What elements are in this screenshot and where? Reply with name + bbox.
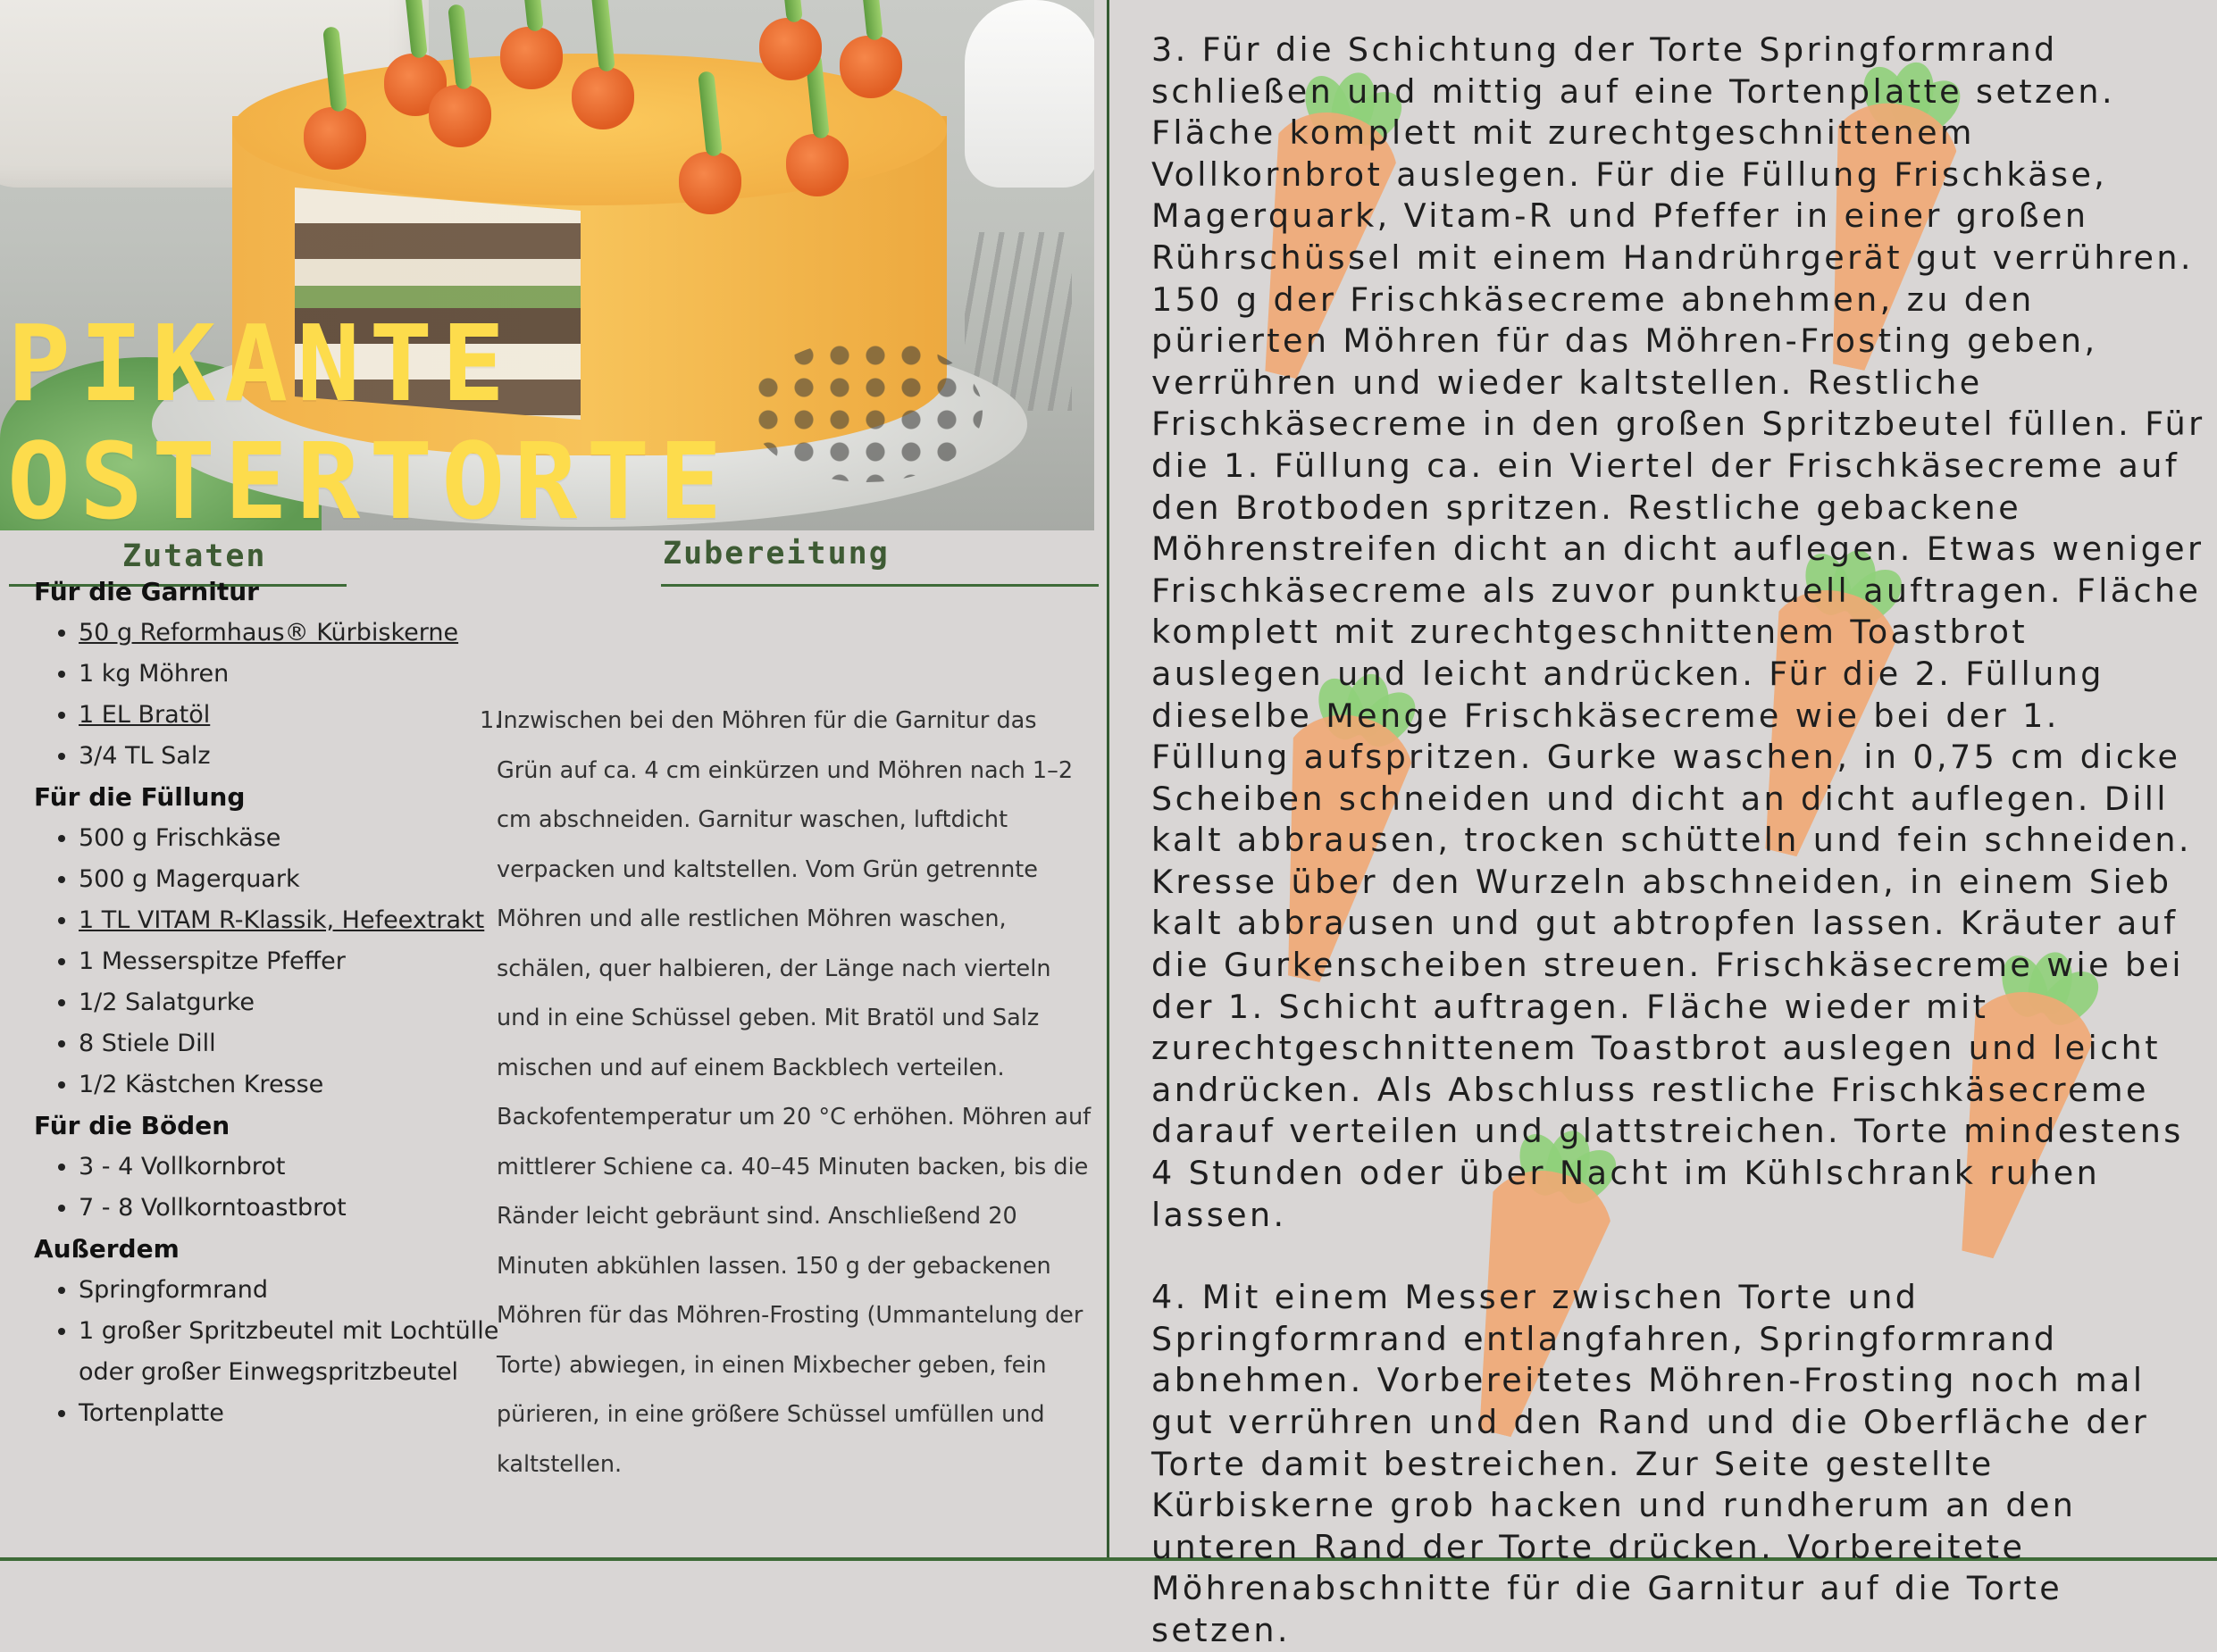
ingredient-item <box>79 736 534 777</box>
ingredient-item[interactable] <box>79 900 534 941</box>
mini-carrot-icon <box>786 134 849 196</box>
mini-carrot-icon <box>759 18 822 80</box>
ingredient-text: Springformrand <box>79 1276 268 1304</box>
ingredient-text: 3/4 TL Salz <box>79 742 211 770</box>
group-heading: Für die Füllung <box>34 782 246 812</box>
step-number: 1. <box>480 707 502 734</box>
ingredient-item <box>79 1270 534 1311</box>
preparation-step-4: 4. Mit einem Messer zwischen Torte und Springformrand entlangfahren, Springformrand abnehmen. Vorbereitetes Möhren-Frosting noch mal gut verrühren und den Rand und die Oberfläche der Torte damit bestreichen. Zur Seite gestellte Kürbiskerne grob hacken und rundherum an den unteren Rand der Torte drücken. Vorbereitete Möhrenabschnitte für die Garnitur auf die Torte setzen. <box>1151 1278 2150 1649</box>
preparation-heading: Zubereitung <box>663 536 890 572</box>
ingredient-text: 7 - 8 Vollkorntoastbrot <box>79 1194 347 1222</box>
mini-carrot-icon <box>572 67 634 129</box>
ingredient-item <box>79 1064 534 1106</box>
group-items <box>34 1147 534 1229</box>
ingredient-text: 1 Messerspitze Pfeffer <box>79 947 346 975</box>
ingredient-text: 500 g Magerquark <box>79 865 300 893</box>
ingredient-link[interactable]: 50 g Reformhaus® Kürbiskerne <box>79 619 459 647</box>
title-line-1: PIKANTE <box>7 302 515 425</box>
ingredient-text: 8 Stiele Dill <box>79 1030 216 1057</box>
ingredient-text: 3 - 4 Vollkornbrot <box>79 1153 286 1181</box>
group-heading: Außerdem <box>34 1234 180 1264</box>
ingredient-item <box>79 1393 534 1434</box>
ingredient-text: 1/2 Kästchen Kresse <box>79 1071 324 1098</box>
ingredients-list <box>34 572 534 1434</box>
step-text: Inzwischen bei den Möhren für die Garnitur das Grün auf ca. 4 cm einkürzen und Möhren nach 1–2 cm abschneiden. Garnitur waschen, luftdicht verpacken und kaltstellen. Vom Grün getrennte Möhren und alle restlichen Möhren waschen, schälen, quer halbieren, der Länge nach vierteln und in eine Schüssel geben. Mit Bratöl und Salz mischen und auf einem Backblech verteilen. Backofentemperatur um 20 °C erhöhen. Möhren auf mittlerer Schiene ca. 40–45 Minuten backen, bis die Ränder leicht gebräunt sind. Anschließend 20 Minuten abkühlen lassen. 150 g der gebackenen Möhren für das Möhren-Frosting (Ummantelung der Torte) abwiegen, in einen Mixbecher geben, fein pürieren, in eine größere Schüssel umfüllen und kaltstellen. <box>497 707 1092 1478</box>
group-items <box>34 1270 534 1434</box>
group-items <box>34 818 534 1106</box>
ingredient-item <box>79 982 534 1023</box>
ingredient-text: 1 kg Möhren <box>79 660 230 688</box>
preparation-step-3: 3. Für die Schichtung der Torte Springformrand schließen und mittig auf eine Tortenplatte setzen. Fläche komplett mit zurechtgeschnittenem Vollkornbrot auslegen. Für die Füllung Frischkäse, Magerquark, Vitam-R und Pfeffer in einer großen Rührschüssel mit einem Handrührgerät gut verrühren. 150 g der Frischkäsecreme abnehmen, zu den pürierten Möhren für das Möhren-Frosting geben, verrühren und wieder kaltstellen. Restliche Frischkäsecreme in den großen Spritzbeutel füllen. Für die 1. Füllung ca. ein Viertel der Frischkäsecreme auf den Brotboden spritzen. Restliche gebackene Möhrenstreifen dicht an dicht auflegen. Etwas weniger Frischkäsecreme als zuvor punktuell auftragen. Fläche komplett mit zurechtgeschnittenem Toastbrot auslegen und leicht andrücken. Für die 2. Füllung dieselbe Menge Frischkäsecreme wie bei der 1. Füllung aufspritzen. Gurke waschen, in 0,75 cm dicke Scheiben schneiden und dicht an dicht auflegen. Dill kalt abbrausen, trocken schütteln und fein schneiden. Kresse über den Wurzeln abschneiden, in einem Sieb kalt abbrausen und gut abtropfen lassen. Kräuter auf die Gurkenscheiben streuen. Frischkäsecreme wie bei der 1. Schicht auftragen. Fläche wieder mit zurechtgeschnittenem Toastbrot auslegen und leicht andrücken. Als Abschluss restliche Frischkäsecreme darauf verteilen und glattstreichen. Torte mindestens 4 Stunden oder über Nacht im Kühlschrank ruhen lassen. <box>1151 30 2205 1234</box>
title-line-2: OSTERTORTE <box>7 420 732 543</box>
preparation-steps-right <box>1151 29 2205 1652</box>
ingredient-item <box>79 859 534 900</box>
ingredient-text: 1 großer Spritzbeutel mit Lochtülle oder großer Einwegspritzbeutel <box>79 1317 499 1386</box>
group-heading: Für die Garnitur <box>34 577 259 606</box>
ingredient-text: 500 g Frischkäse <box>79 824 281 852</box>
mini-carrot-icon <box>500 27 563 89</box>
preparation-rule <box>661 584 1099 587</box>
ingredient-item <box>79 818 534 859</box>
ingredient-text: 1/2 Salatgurke <box>79 989 255 1016</box>
pumpkin-seeds-image <box>750 339 983 482</box>
mini-carrot-icon <box>429 85 491 147</box>
mini-carrot-icon <box>679 152 741 214</box>
mini-carrot-icon <box>840 36 902 98</box>
column-divider <box>1107 0 1109 1561</box>
ingredients-heading: Zutaten <box>122 538 267 574</box>
ingredient-item <box>79 1188 534 1229</box>
ingredient-item <box>79 654 534 695</box>
ingredient-item <box>79 1311 534 1393</box>
ingredient-item[interactable] <box>79 613 534 654</box>
ingredient-link[interactable]: 1 EL Bratöl <box>79 701 211 729</box>
mini-carrot-icon <box>304 107 366 170</box>
paragraph-gap <box>1151 1236 2205 1277</box>
ingredient-item <box>79 1147 534 1188</box>
ingredient-item <box>79 941 534 982</box>
bunny-figurine-image <box>965 0 1094 188</box>
ingredient-item <box>79 1023 534 1064</box>
ingredient-text: Tortenplatte <box>79 1399 224 1427</box>
ingredient-link[interactable]: 1 TL VITAM R-Klassik, Hefeextrakt <box>79 906 485 934</box>
preparation-step-1 <box>480 697 1096 1489</box>
group-heading: Für die Böden <box>34 1111 230 1140</box>
ingredient-item[interactable] <box>79 695 534 736</box>
group-items <box>34 613 534 777</box>
